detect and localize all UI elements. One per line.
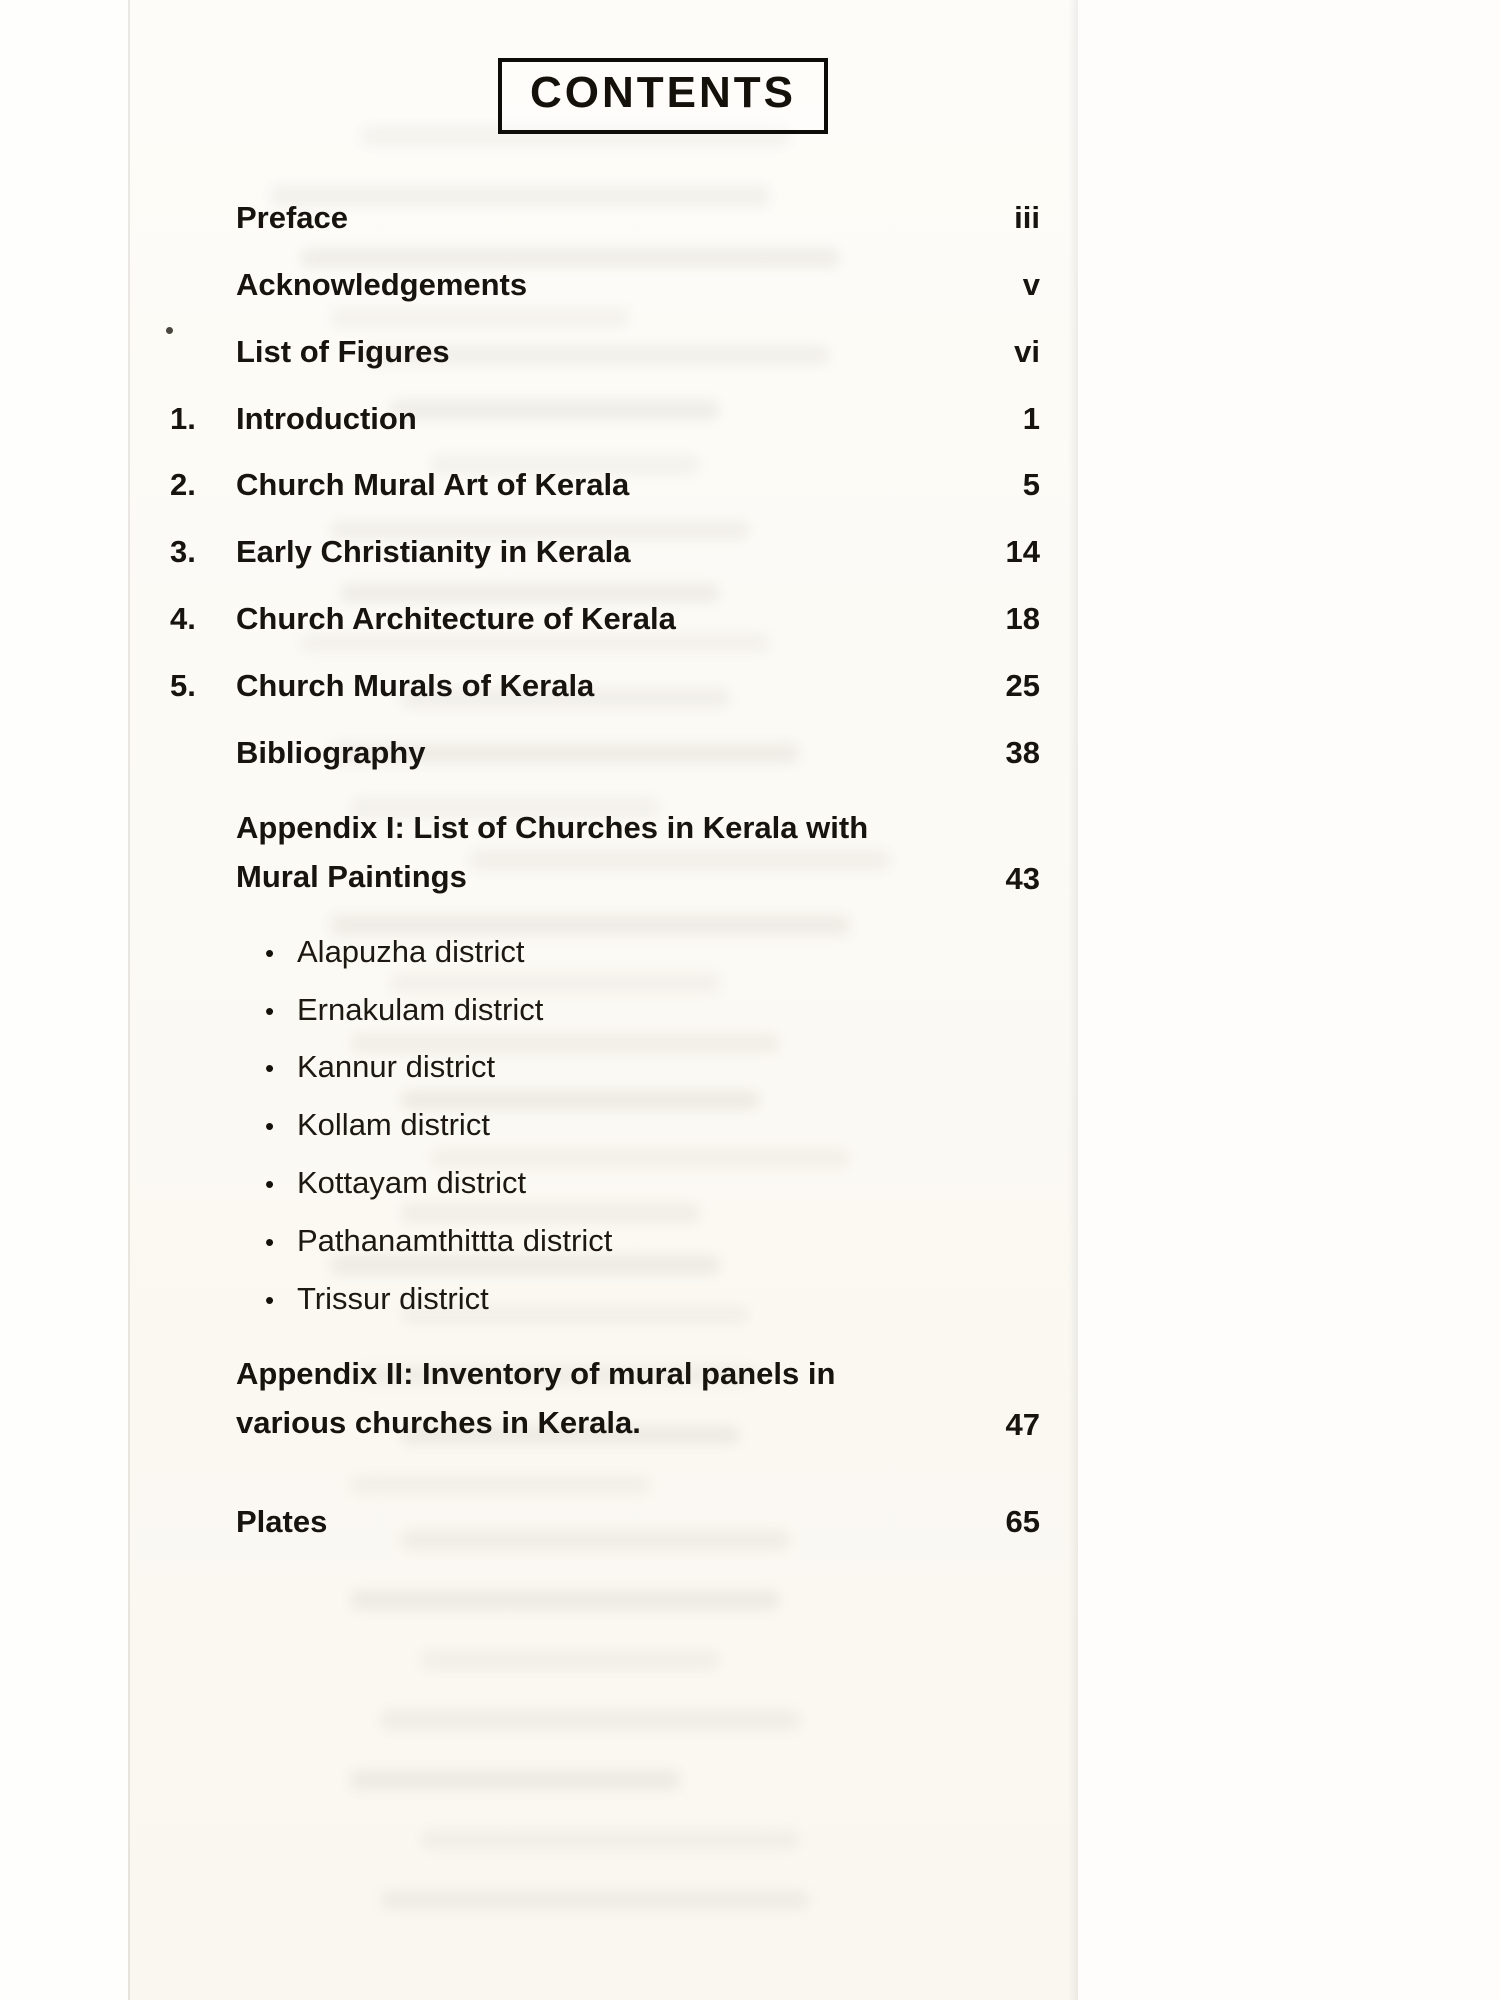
entry-label-line-1: Appendix II: Inventory of mural panels in: [236, 1355, 836, 1391]
toc-entry-list-of-figures: [170, 333, 1040, 369]
entry-label: Plates: [236, 1503, 328, 1539]
district-item: [265, 1109, 1040, 1142]
entry-label: Early Christianity in Kerala: [236, 534, 631, 570]
entry-label-line-2: various churches in Kerala.: [236, 1404, 641, 1440]
entry-page-number: iii: [1014, 200, 1040, 235]
bullet-icon: •: [265, 1284, 275, 1315]
entry-label-line-2: Mural Paintings: [236, 858, 467, 894]
toc-entry-preface: [170, 202, 1040, 235]
scan-right-margin: [1078, 0, 1500, 2000]
entry-page-number: 47: [1005, 1406, 1040, 1442]
toc-entry-acknowledgements: [170, 266, 1040, 302]
bullet-icon: •: [265, 937, 275, 968]
bullet-icon: •: [265, 1053, 275, 1084]
toc-entry-chapter-2: [170, 469, 1040, 502]
entry-page-number: 14: [1005, 534, 1040, 570]
toc-entry-chapter-1: [170, 400, 1040, 436]
entry-label: Church Murals of Kerala: [236, 668, 595, 704]
toc-entry-plates: [170, 1503, 1040, 1539]
toc-entry-chapter-4: [170, 603, 1040, 636]
entry-label-line-1: Appendix I: List of Churches in Kerala with: [236, 809, 869, 845]
entry-label: Church Architecture of Kerala: [236, 601, 676, 637]
bullet-icon: •: [265, 1169, 275, 1200]
district-label: Kannur district: [297, 1049, 496, 1085]
entry-page-number: 5: [1022, 467, 1040, 503]
entry-page-number: v: [1022, 266, 1040, 302]
table-of-contents: [170, 58, 1040, 1572]
toc-entry-chapter-3: [170, 536, 1040, 569]
district-item: [265, 1167, 1040, 1200]
district-item: [265, 1051, 1040, 1084]
entry-number: 1.: [170, 400, 196, 436]
scan-left-margin: [0, 0, 128, 2000]
entry-page-number: 18: [1005, 601, 1040, 637]
district-item: [265, 1222, 1040, 1258]
entry-label: List of Figures: [236, 333, 450, 369]
entry-label: [236, 1350, 835, 1448]
bullet-icon: •: [265, 995, 275, 1026]
toc-entry-chapter-5: [170, 670, 1040, 703]
district-item: [265, 1280, 1040, 1316]
toc-entry-appendix-1: [170, 804, 1040, 902]
district-item: [265, 933, 1040, 969]
district-label: Kollam district: [297, 1107, 490, 1143]
entry-number: 5.: [170, 668, 196, 704]
district-label: Ernakulam district: [297, 991, 544, 1027]
page-left-edge: [128, 0, 130, 2000]
contents-title-box: [498, 58, 828, 134]
district-item: [265, 991, 1040, 1027]
entry-page-number: 65: [1005, 1503, 1040, 1539]
page-right-edge: [1068, 0, 1078, 2000]
bleed-through-artifact: [350, 1590, 780, 1610]
entry-label: Introduction: [236, 400, 417, 436]
district-list: [265, 933, 1040, 1316]
entry-number: 2.: [170, 467, 196, 503]
entry-page-number: 38: [1005, 734, 1040, 770]
entry-label: Bibliography: [236, 734, 426, 770]
bullet-icon: •: [265, 1111, 275, 1142]
bullet-icon: •: [265, 1226, 275, 1257]
entry-page-number: 1: [1022, 400, 1040, 436]
entry-label: Preface: [236, 200, 349, 235]
entry-page-number: 25: [1005, 668, 1040, 704]
bleed-through-artifact: [350, 1770, 680, 1790]
bleed-through-artifact: [420, 1830, 800, 1850]
entry-label: Acknowledgements: [236, 266, 528, 302]
entry-label: Church Mural Art of Kerala: [236, 467, 630, 503]
page-title: CONTENTS: [530, 68, 796, 117]
entry-label: [236, 804, 868, 902]
entry-page-number: 43: [1005, 860, 1040, 896]
bleed-through-artifact: [380, 1890, 810, 1910]
bleed-through-artifact: [380, 1710, 800, 1730]
district-label: Kottayam district: [297, 1165, 527, 1201]
toc-rows: [170, 202, 1040, 1538]
toc-entry-appendix-2: [170, 1350, 1040, 1448]
entry-number: 3.: [170, 534, 196, 570]
district-label: Alapuzha district: [297, 933, 525, 969]
district-label: Pathanamthittta district: [297, 1222, 613, 1258]
bleed-through-artifact: [420, 1650, 720, 1670]
entry-page-number: vi: [1014, 333, 1040, 369]
toc-entry-bibliography: [170, 734, 1040, 770]
entry-number: 4.: [170, 601, 196, 637]
district-label: Trissur district: [297, 1280, 489, 1316]
